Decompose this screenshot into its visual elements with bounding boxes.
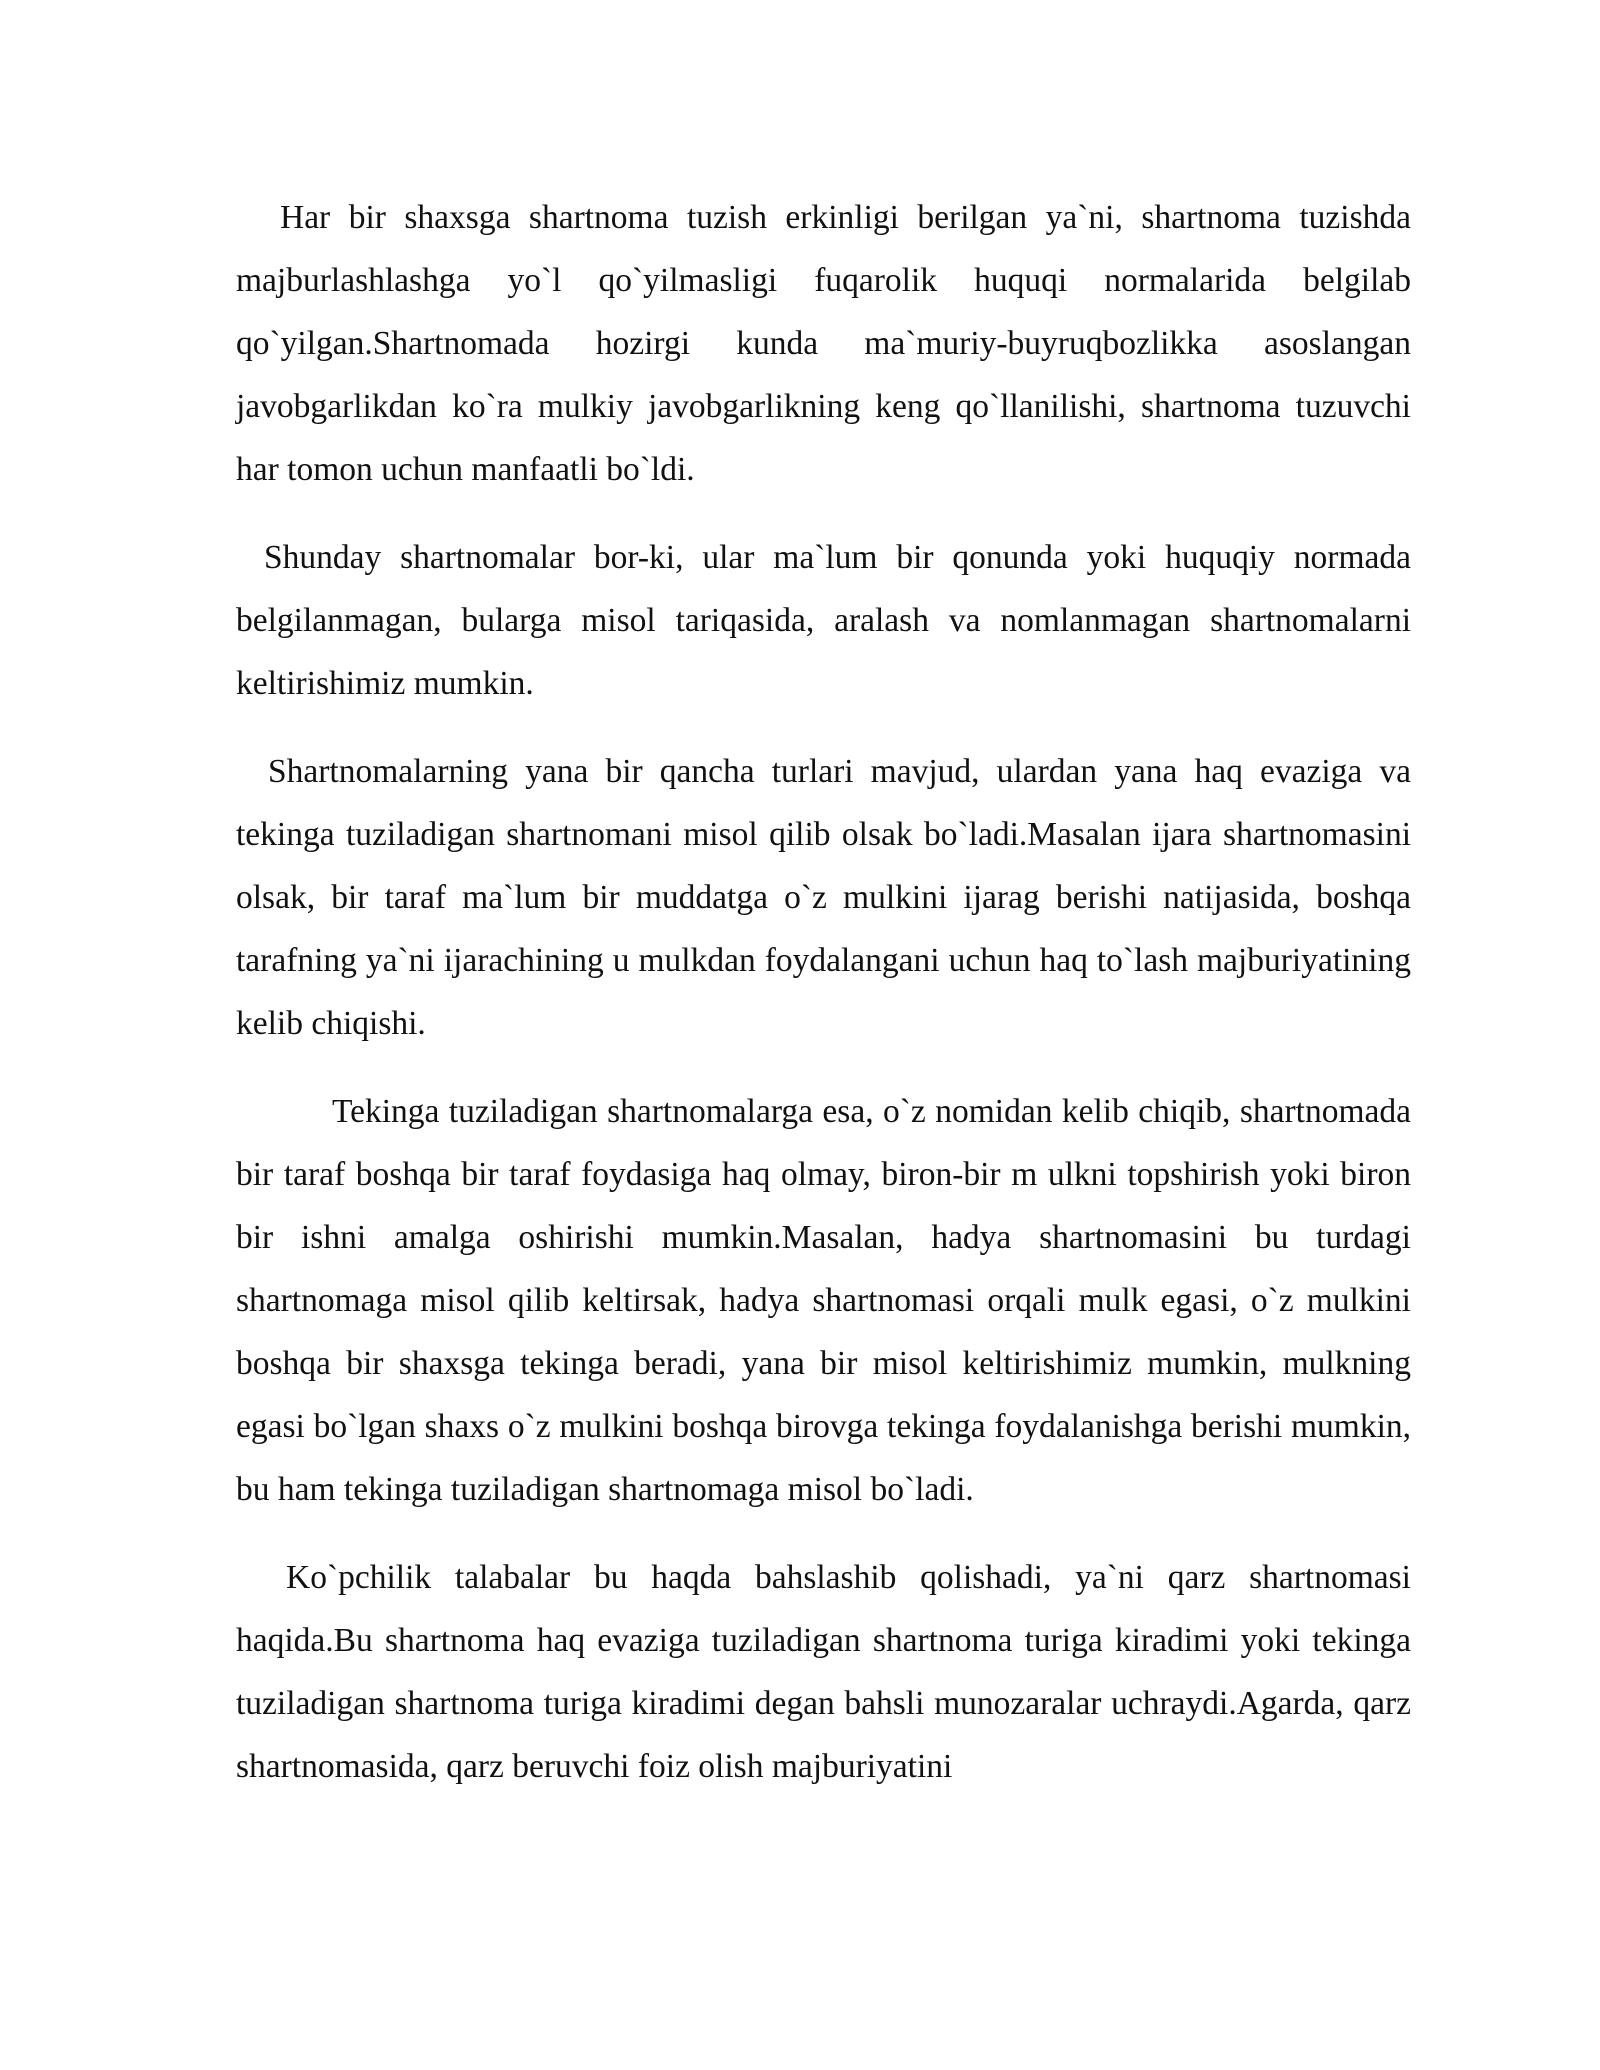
paragraph-5: Ko`pchilik talabalar bu haqda bahslashib qolishadi, ya`ni qarz shartnomasi haqida.Bu shartnoma haq evaziga tuziladigan shartnoma turiga kiradimi yoki tekinga tuziladigan shartnoma turiga kiradimi degan bahsli munozaralar uchraydi.Agarda, qarz shartnomasida, qarz beruvchi foiz olish majburiyatini [236, 1559, 1411, 1785]
paragraph-3: Shartnomalarning yana bir qancha turlari mavjud, ulardan yana haq evaziga va tekinga tuziladigan shartnomani misol qilib olsak bo`ladi.Masalan ijara shartnomasini olsak, bir taraf ma`lum bir muddatga o`z mulkini ijarag berishi natijasida, boshqa tarafning ya`ni ijarachining u mulkdan foydalangani uchun haq to`lash majburiyatining kelib chiqishi. [236, 753, 1411, 1042]
paragraph-1: Har bir shaxsga shartnoma tuzish erkinligi berilgan ya`ni, shartnoma tuzishda majburlashlashga yo`l qo`yilmasligi fuqarolik huquqi normalarida belgilab qo`yilgan.Shartnomada hozirgi kunda ma`muriy-buyruqbozlikka asoslangan javobgarlikdan ko`ra mulkiy javobgarlikning keng qo`llanilishi, shartnoma tuzuvchi har tomon uchun manfaatli bo`ldi. [236, 199, 1411, 488]
document-body [236, 186, 1411, 1823]
paragraph-4: Tekinga tuziladigan shartnomalarga esa, o`z nomidan kelib chiqib, shartnomada bir taraf boshqa bir taraf foydasiga haq olmay, biron-bir m ulkni topshirish yoki biron bir ishni amalga oshirishi mumkin.Masalan, hadya shartnomasini bu turdagi shartnomaga misol qilib keltirsak, hadya shartnomasi orqali mulk egasi, o`z mulkini boshqa bir shaxsga tekinga beradi, yana bir misol keltirishimiz mumkin, mulkning egasi bo`lgan shaxs o`z mulkini boshqa birovga tekinga foydalanishga berishi mumkin, bu ham tekinga tuziladigan shartnomaga misol bo`ladi. [236, 1093, 1411, 1508]
paragraph-2: Shunday shartnomalar bor-ki, ular ma`lum bir qonunda yoki huquqiy normada belgilanmagan, bularga misol tariqasida, aralash va nomlanmagan shartnomalarni keltirishimiz mumkin. [236, 539, 1411, 702]
